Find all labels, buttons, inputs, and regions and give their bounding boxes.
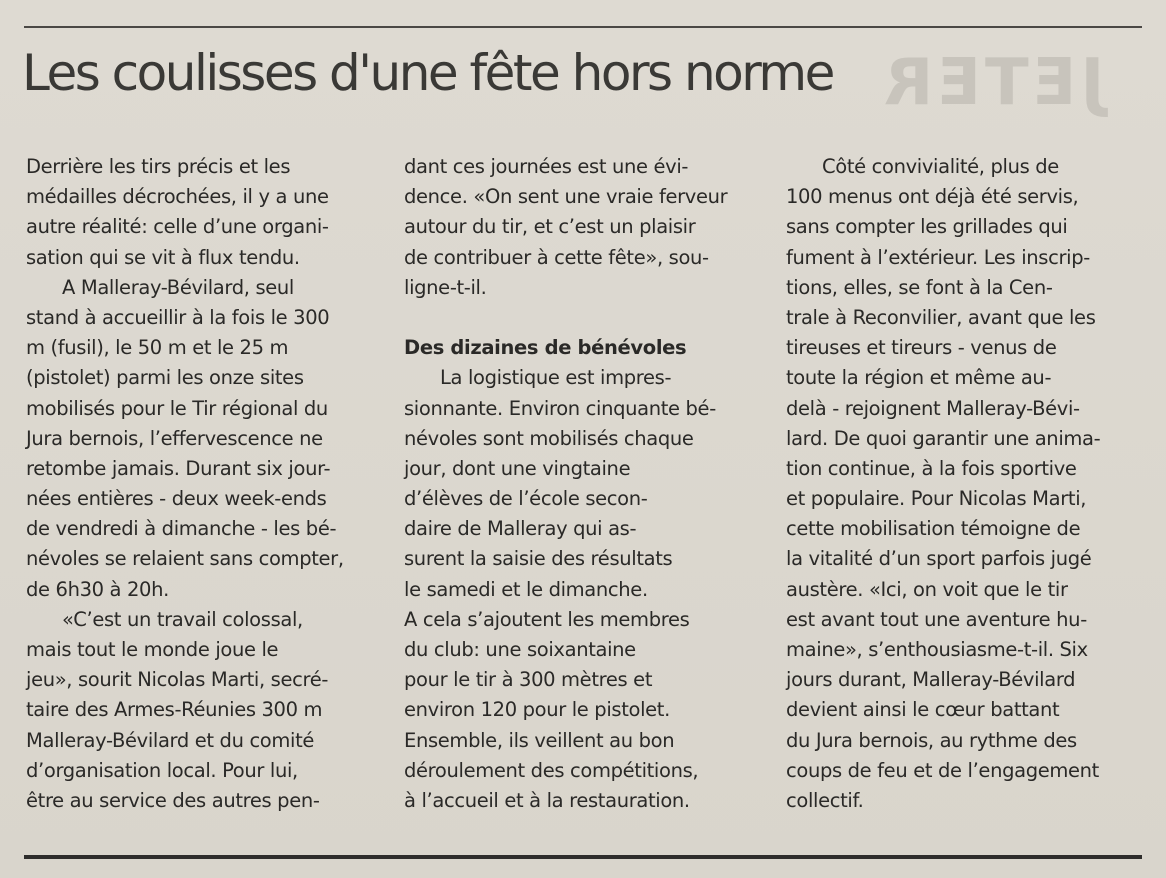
text-line: nées entières - deux week-ends <box>26 487 327 511</box>
text-line: mais tout le monde joue le <box>26 638 279 661</box>
text-line: collectif. <box>786 788 864 812</box>
text-line: être au service des autres pen- <box>26 788 320 812</box>
text-line: 100 menus ont déjà été servis, <box>786 185 1079 209</box>
text-line: devient ainsi le cœur battant <box>786 698 1060 722</box>
text-line: sionnante. Environ cinquante bé- <box>404 396 716 420</box>
text-line: autour du tir, et c’est un plaisir <box>404 215 696 239</box>
text-line: Malleray-Bévilard et du comité <box>26 728 315 752</box>
text-line: lard. De quoi garantir une anima- <box>786 426 1101 450</box>
text-line: la vitalité d’un sport parfois jugé <box>786 547 1092 571</box>
article-column-1 <box>26 152 376 816</box>
text-line: daire de Malleray qui as- <box>404 517 637 541</box>
text-line: environ 120 pour le pistolet. <box>404 698 670 722</box>
text-line: de vendredi à dimanche - les bé- <box>26 517 337 541</box>
text-line <box>404 303 764 333</box>
text-line: dence. «On sent une vraie ferveur <box>404 185 728 209</box>
text-line: du club: une soixantaine <box>404 638 636 661</box>
text-line: austère. «Ici, on voit que le tir <box>786 577 1068 601</box>
text-line: le samedi et le dimanche. <box>404 577 648 601</box>
text-line: déroulement des compétitions, <box>404 758 699 782</box>
text-line: surent la saisie des résultats <box>404 547 673 571</box>
text-line: à l’accueil et à la restauration. <box>404 788 690 812</box>
text-line: tireuses et tireurs - venus de <box>786 336 1057 360</box>
text-line: de contribuer à cette fête», sou- <box>404 245 709 269</box>
text-line: Jura bernois, l’effervescence ne <box>26 426 323 450</box>
text-line: tions, elles, se font à la Cen- <box>786 275 1053 299</box>
article-column-2 <box>404 152 764 816</box>
text-line: maine», s’enthousiasme-t-il. Six <box>786 638 1088 661</box>
text-line: médailles décrochées, il y a une <box>26 185 329 209</box>
text-line: coups de feu et de l’engagement <box>786 758 1099 782</box>
top-rule <box>24 26 1142 28</box>
text-line: cette mobilisation témoigne de <box>786 517 1081 541</box>
text-line: mobilisés pour le Tir régional du <box>26 396 328 420</box>
text-line: jours durant, Malleray-Bévilard <box>786 668 1076 692</box>
bleed-through-text: JETER <box>880 46 1105 120</box>
text-line: de 6h30 à 20h. <box>26 577 169 601</box>
text-line: delà - rejoignent Malleray-Bévi- <box>786 396 1080 420</box>
text-line: névoles sont mobilisés chaque <box>404 426 694 450</box>
article-headline: Les coulisses d'une fête hors norme <box>22 44 833 102</box>
text-line: Côté convivialité, plus de <box>822 155 1059 178</box>
text-line: Ensemble, ils veillent au bon <box>404 728 675 752</box>
text-line: taire des Armes-Réunies 300 m <box>26 698 323 722</box>
text-line: autre réalité: celle d’une organi- <box>26 215 329 239</box>
text-line: d’élèves de l’école secon- <box>404 487 648 511</box>
text-line: A cela s’ajoutent les membres <box>404 607 690 631</box>
text-line: fument à l’extérieur. Les inscrip- <box>786 245 1090 269</box>
text-line: stand à accueillir à la fois le 300 <box>26 305 330 329</box>
text-line: d’organisation local. Pour lui, <box>26 758 298 782</box>
article-column-3 <box>786 152 1146 816</box>
text-line: dant ces journées est une évi- <box>404 155 689 178</box>
text-line: névoles se relaient sans compter, <box>26 547 344 571</box>
text-line: Derrière les tirs précis et les <box>26 155 291 178</box>
text-line: pour le tir à 300 mètres et <box>404 668 653 692</box>
text-line: tion continue, à la fois sportive <box>786 456 1077 480</box>
text-line: est avant tout une aventure hu- <box>786 607 1087 631</box>
text-line: La logistique est impres- <box>440 366 672 390</box>
text-line: «C’est un travail colossal, <box>62 607 303 631</box>
text-line: et populaire. Pour Nicolas Marti, <box>786 487 1087 511</box>
text-line: sans compter les grillades qui <box>786 215 1068 239</box>
text-line: du Jura bernois, au rythme des <box>786 728 1077 752</box>
text-line: retombe jamais. Durant six jour- <box>26 456 331 480</box>
text-line: jeu», sourit Nicolas Marti, secré- <box>26 668 329 692</box>
text-line: m (fusil), le 50 m et le 25 m <box>26 336 289 360</box>
text-line: (pistolet) parmi les onze sites <box>26 366 304 390</box>
section-subheading: Des dizaines de bénévoles <box>404 336 687 360</box>
text-line: toute la région et même au- <box>786 366 1052 390</box>
text-line: A Malleray-Bévilard, seul <box>62 275 294 299</box>
text-line: jour, dont une vingtaine <box>404 456 631 480</box>
text-line: sation qui se vit à flux tendu. <box>26 245 300 269</box>
text-line: trale à Reconvilier, avant que les <box>786 305 1096 329</box>
text-line: ligne-t-il. <box>404 275 487 299</box>
bottom-rule <box>24 855 1142 859</box>
